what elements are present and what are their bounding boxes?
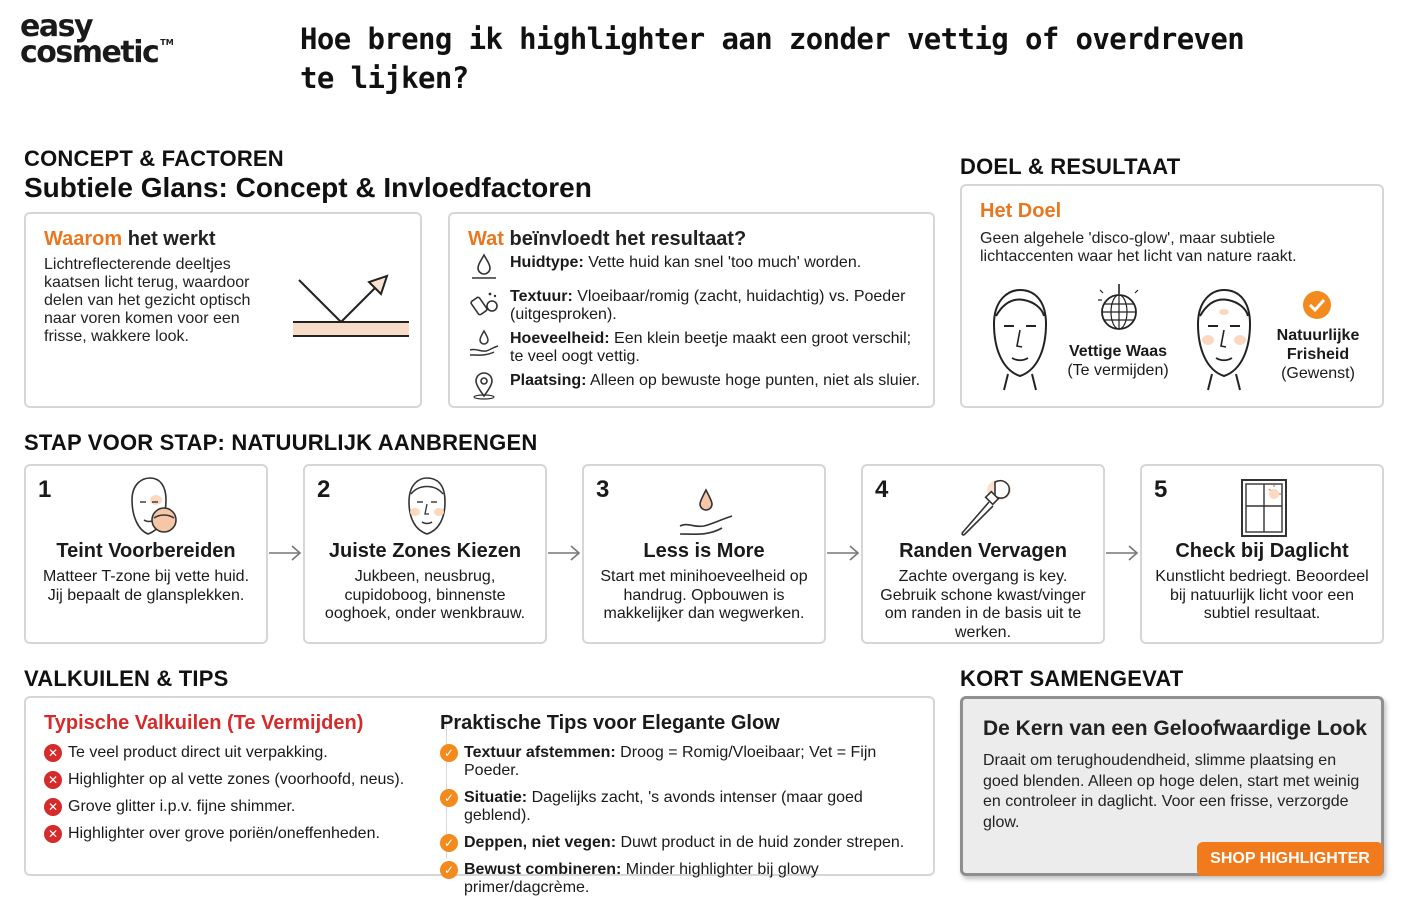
summary-text: Draait om terughoudendheid, slimme plaatsing en goed blenden. Alleen op hoge delen, start met weinig en controleer in daglicht. Voor een frisse, verzorgde glow. xyxy=(983,752,1360,831)
hand-drop-icon xyxy=(468,328,500,358)
x-circle-icon: ✕ xyxy=(44,771,62,789)
summary-kicker: KORT SAMENGEVAT xyxy=(960,666,1184,691)
page-title: Hoe breng ik highlighter aan zonder vettig of overdreven te lijken? xyxy=(300,22,1245,95)
brand-logo-line1: easy xyxy=(20,9,93,44)
hand-drop-icon xyxy=(676,476,736,540)
light-reflection-icon xyxy=(291,272,411,352)
factors-card xyxy=(448,212,935,408)
pitfall-item: ✕ Highlighter op al vette zones (voorhoofd, neus). xyxy=(44,771,434,789)
pitfall-item: ✕ Te veel product direct uit verpakking. xyxy=(44,744,434,762)
check-circle-icon: ✓ xyxy=(440,834,458,852)
step-number: 1 xyxy=(38,476,52,503)
goal-bad-label: Vettige Waas (Te vermijden) xyxy=(1067,343,1169,379)
droplet-icon xyxy=(468,252,500,282)
goal-kicker: DOEL & RESULTAAT xyxy=(960,154,1181,179)
pitfalls-kicker: VALKUILEN & TIPS xyxy=(24,666,229,691)
arrow-right-icon xyxy=(1105,544,1139,562)
check-circle-icon: ✓ xyxy=(440,744,458,762)
tips-title: Praktische Tips voor Elegante Glow xyxy=(440,712,780,734)
factors-title: Wat beïnvloedt het resultaat? xyxy=(468,228,747,250)
step-description: Matteer T-zone bij vette huid. Jij bepaalt de glansplekken. xyxy=(42,568,250,604)
arrow-right-icon xyxy=(268,544,302,562)
shop-highlighter-button[interactable]: SHOP HIGHLIGHTER xyxy=(1197,842,1383,876)
step-title: Check bij Daglicht xyxy=(1175,540,1349,562)
tips-list xyxy=(440,744,920,900)
step-description: Start met minihoeveelheid op handrug. Opbouwen is makkelijker dan wegwerken. xyxy=(600,568,808,622)
face-natural-glow-icon xyxy=(1188,286,1260,392)
step-card-2 xyxy=(303,464,547,644)
location-pin-icon xyxy=(468,370,500,400)
step-number: 3 xyxy=(596,476,610,503)
brush-icon xyxy=(955,476,1015,540)
step-description: Kunstlicht bedriegt. Beoordeel bij natuurlijk licht voor een subtiel resultaat. xyxy=(1155,568,1369,622)
goal-card xyxy=(960,184,1384,408)
steps-kicker: STAP VOOR STAP: NATUURLIJK AANBRENGEN xyxy=(24,430,538,455)
pitfall-item: ✕ Highlighter over grove poriën/oneffenheden. xyxy=(44,825,434,843)
brand-logo xyxy=(20,9,190,70)
step-card-4 xyxy=(861,464,1105,644)
x-circle-icon: ✕ xyxy=(44,744,62,762)
check-circle-icon: ✓ xyxy=(440,861,458,879)
step-number: 5 xyxy=(1154,476,1168,503)
goal-good-label: Natuurlijke Frisheid (Gewenst) xyxy=(1276,327,1360,382)
pitfall-item: ✕ Grove glitter i.p.v. fijne shimmer. xyxy=(44,798,434,816)
check-circle-icon: ✓ xyxy=(440,789,458,807)
x-circle-icon: ✕ xyxy=(44,798,62,816)
why-card xyxy=(24,212,422,408)
step-title: Less is More xyxy=(643,540,765,562)
concept-kicker: CONCEPT & FACTOREN xyxy=(24,146,284,171)
why-text: Lichtreflecterende deeltjes kaatsen licht terug, waardoor delen van het gezicht optisch naar voren komen voor een frisse, wakkere look. xyxy=(44,256,251,345)
trademark-mark: TM xyxy=(160,37,174,47)
step-title: Teint Voorbereiden xyxy=(56,540,236,562)
step-card-1 xyxy=(24,464,268,644)
factor-item: Huidtype: Vette huid kan snel 'too much' worden. xyxy=(468,254,925,282)
tip-item: ✓ Deppen, niet vegen: Duwt product in de huid zonder strepen. xyxy=(440,834,920,852)
goal-text: Geen algehele 'disco-glow', maar subtiele lichtaccenten waar het licht van nature raakt. xyxy=(980,230,1297,265)
window-icon xyxy=(1234,476,1294,540)
pitfalls-title: Typische Valkuilen (Te Vermijden) xyxy=(44,712,364,734)
pitfalls-list xyxy=(44,744,434,852)
step-card-5 xyxy=(1140,464,1384,644)
goal-title: Het Doel xyxy=(980,200,1062,222)
arrow-right-icon xyxy=(547,544,581,562)
x-circle-icon: ✕ xyxy=(44,825,62,843)
factor-item: Hoeveelheid: Een klein beetje maakt een groot verschil; te veel oogt vettig. xyxy=(468,330,925,366)
texture-icon xyxy=(468,286,500,316)
step-title: Randen Vervagen xyxy=(899,540,1067,562)
step-title: Juiste Zones Kiezen xyxy=(328,540,522,562)
brand-logo-line2: cosmetic ™ xyxy=(20,34,174,70)
arrow-right-icon xyxy=(826,544,860,562)
step-number: 4 xyxy=(875,476,889,503)
factor-item: Plaatsing: Alleen op bewuste hoge punten, niet als sluier. xyxy=(468,372,925,400)
step-number: 2 xyxy=(317,476,331,503)
disco-ball-icon xyxy=(1096,282,1142,334)
summary-title: De Kern van een Geloofwaardige Look xyxy=(983,717,1367,740)
step-description: Jukbeen, neusbrug, cupidoboog, binnenste ooghoek, onder wenkbrauw. xyxy=(324,568,526,622)
tip-item: ✓ Situatie: Dagelijks zacht, 's avonds intenser (maar goed geblend). xyxy=(440,789,920,825)
face-greasy-icon xyxy=(984,286,1056,392)
face-zones-icon xyxy=(397,476,457,540)
factors-list xyxy=(468,254,925,406)
concept-subtitle: Subtiele Glans: Concept & Invloedfactoren xyxy=(24,172,592,203)
pitfalls-card xyxy=(24,696,935,896)
factor-item: Textuur: Vloeibaar/romig (zacht, huidachtig) vs. Poeder (uitgesproken). xyxy=(468,288,925,324)
tip-item: ✓ Bewust combineren: Minder highlighter bij glowy primer/dagcrème. xyxy=(440,861,920,897)
face-sponge-icon xyxy=(118,476,178,540)
tip-item: ✓ Textuur afstemmen: Droog = Romig/Vloeibaar; Vet = Fijn Poeder. xyxy=(440,744,920,780)
why-title: Waarom het werkt xyxy=(44,228,216,250)
step-card-3 xyxy=(582,464,826,644)
check-circle-icon xyxy=(1302,290,1332,320)
step-description: Zachte overgang is key. Gebruik schone kwast/vinger om randen in de basis uit te werken. xyxy=(880,568,1086,641)
